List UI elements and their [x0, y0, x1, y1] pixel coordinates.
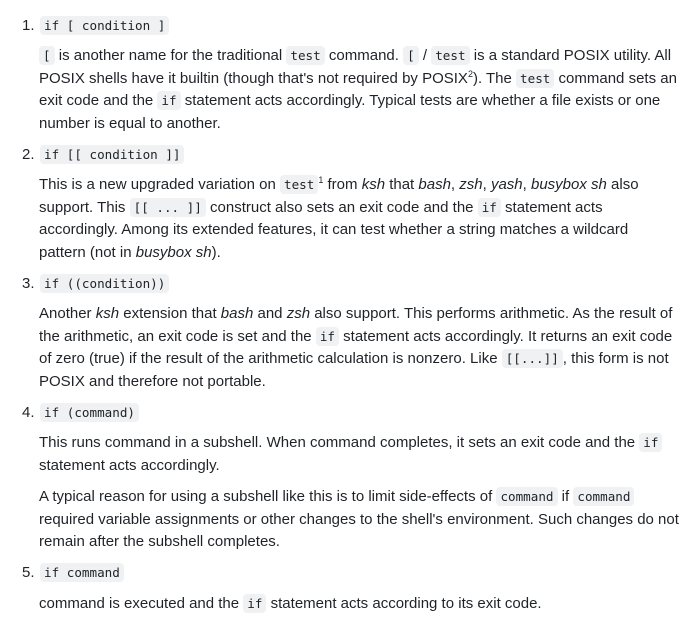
list-number: 4.	[22, 404, 35, 421]
list-heading	[40, 273, 169, 296]
list-heading	[40, 144, 184, 167]
inline-code: command	[573, 487, 634, 506]
inline-code: if	[478, 198, 501, 217]
list-heading	[40, 562, 124, 585]
footnote-ref[interactable]: 2	[467, 68, 473, 79]
inline-code: test	[516, 69, 554, 88]
heading-code: if ((condition))	[40, 274, 169, 293]
inline-code: [	[39, 46, 55, 65]
inline-code: [[...]]	[502, 349, 563, 368]
item-paragraph: This is a new upgraded variation on test $^1$ from ksh that bash, zsh, yash, busybox sh also support. This [[ ... ]] construct also sets an exit code and the if statement acts accordingly. Among its extended features, it can test whether a string matches a wildcard pattern (not in busybox sh).	[39, 175, 639, 261]
list-heading	[40, 15, 169, 38]
list-number: 1.	[22, 17, 35, 34]
list-number: 3.	[22, 275, 35, 292]
inline-code: if	[243, 594, 266, 613]
inline-code: if	[639, 433, 662, 452]
heading-code: if [[ condition ]]	[40, 145, 184, 164]
inline-code: test	[280, 175, 318, 194]
inline-code: test	[431, 46, 469, 65]
inline-code: if	[157, 91, 180, 110]
item-paragraph: Another ksh extension that bash and zsh also support. This performs arithmetic. As the result of the arithmetic, an exit code is set and the if statement acts accordingly. It returns an exit code of zero (true) if the result of the arithmetic calculation is nonzero. Like [[...]] , this form is not POSIX and therefore not portable.	[39, 305, 673, 390]
heading-code: if [ condition ]	[40, 16, 169, 35]
list-number: 2.	[22, 146, 35, 163]
item-paragraph: This runs command in a subshell. When command completes, it sets an exit code and the if statement acts accordingly.	[39, 432, 679, 477]
inline-code: [	[403, 46, 419, 65]
list-number: 5.	[22, 564, 35, 581]
heading-code: if (command)	[40, 403, 139, 422]
footnote-ref[interactable]: 1	[318, 175, 324, 185]
inline-code: if	[316, 327, 339, 346]
inline-code: [[ ... ]]	[130, 198, 206, 217]
item-paragraph: [ is another name for the traditional test command. [ / test is a standard POSIX utility. All POSIX shells have it builtin (though that's not required by POSIX$^2$). The test command sets an exit code and the if statement acts accordingly. Typical tests are whether a file exists or one number is equal to another.	[39, 47, 677, 132]
inline-code: test	[286, 46, 324, 65]
item-paragraph: A typical reason for using a subshell like this is to limit side-effects of command if command required variable assignments or other changes to the shell's environment. Such changes do not remain after the subshell completes.	[39, 488, 679, 551]
heading-code: if command	[40, 563, 124, 582]
list-heading	[40, 402, 139, 425]
item-paragraph: command is executed and the if statement acts according to its exit code.	[39, 595, 542, 612]
inline-code: command	[496, 487, 557, 506]
